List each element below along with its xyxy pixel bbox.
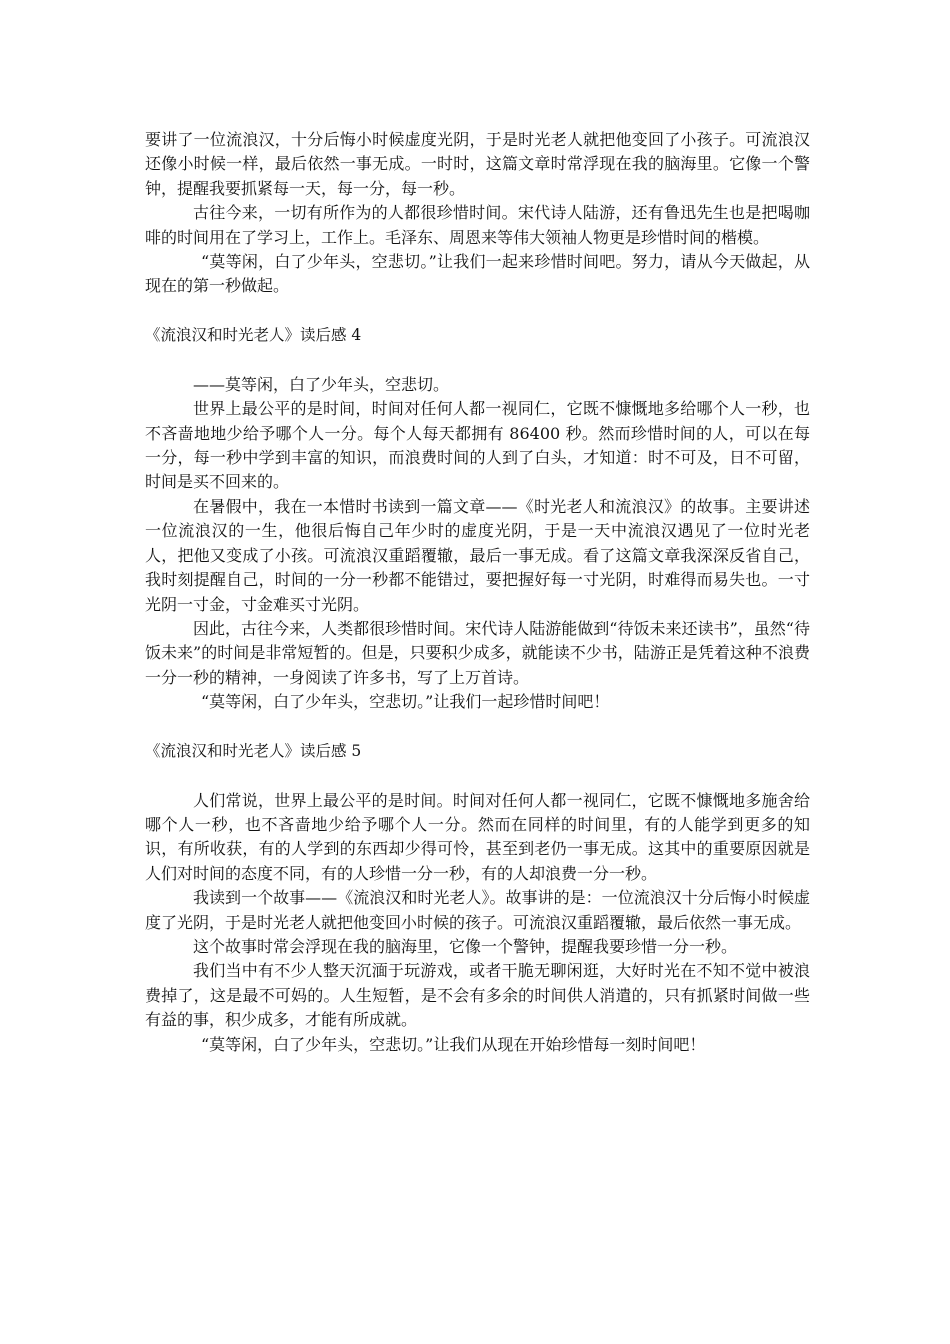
document-page: [145, 128, 810, 1057]
paragraph: “莫等闲，白了少年头，空悲切。”让我们一起珍惜时间吧！: [201, 692, 610, 712]
paragraph: 因此，古往今来，人类都很珍惜时间。宋代诗人陆游能做到“待饭未来还读书”，虽然“待饭未来”的时间是非常短暂的。但是，只要积少成多，就能读不少书，陆游正是凭着这种不浪费一分一秒的精神，一身阅读了许多书，写了上万首诗。: [145, 618, 810, 687]
paragraph: 这个故事时常会浮现在我的脑海里，它像一个警钟，提醒我要珍惜一分一秒。: [193, 936, 738, 956]
section-heading-4: 《流浪汉和时光老人》读后感 4: [145, 325, 362, 344]
section-heading-5: 《流浪汉和时光老人》读后感 5: [145, 741, 362, 760]
paragraph: 在暑假中，我在一本惜时书读到一篇文章——《时光老人和流浪汉》的故事。主要讲述一位流浪汉的一生，他很后悔自己年少时的虚度光阴，于是一天中流浪汉遇见了一位时光老人，把他又变成了小孩。可流浪汉重蹈覆辙，最后一事无成。看了这篇文章我深深反省自己，我时刻提醒自己，时间的一分一秒都不能错过，要把握好每一寸光阴，时难得而易失也。一寸光阴一寸金，寸金难买寸光阴。: [145, 496, 810, 614]
paragraph: “莫等闲，白了少年头，空悲切。”让我们从现在开始珍惜每一刻时间吧！: [201, 1034, 706, 1054]
paragraph: 人们常说，世界上最公平的是时间。时间对任何人都一视同仁，它既不慷慨地多施舍给哪个人一秒，也不吝啬地少给予哪个人一分。然而在同样的时间里，有的人能学到更多的知识，有所收获，有的人学到的东西却少得可怜，甚至到老仍一事无成。这其中的重要原因就是人们对时间的态度不同，有的人珍惜一分一秒，有的人却浪费一分一秒。: [145, 790, 810, 883]
paragraph: “莫等闲，白了少年头，空悲切。”让我们一起来珍惜时间吧。努力，请从今天做起，从现在的第一秒做起。: [145, 252, 810, 296]
paragraph: 我们当中有不少人整天沉湎于玩游戏，或者干脆无聊闲逛，大好时光在不知不觉中被浪费掉了，这是最不可妈的。人生短暂，是不会有多余的时间供人消遣的，只有抓紧时间做一些有益的事，积少成多，才能有所成就。: [145, 961, 810, 1030]
epigraph: ——莫等闲，白了少年头，空悲切。: [193, 374, 450, 394]
paragraph: 古往今来，一切有所作为的人都很珍惜时间。宋代诗人陆游，还有鲁迅先生也是把喝咖啡的时间用在了学习上，工作上。毛泽东、周恩来等伟大领袖人物更是珍惜时间的楷模。: [145, 203, 810, 247]
paragraph: 世界上最公平的是时间，时间对任何人都一视同仁，它既不慷慨地多给哪个人一秒，也不吝啬地地少给予哪个人一分。每个人每天都拥有 86400 秒。然而珍惜时间的人，可以在每一分，每一秒中学到丰富的知识，而浪费时间的人到了白头，才知道：时不可及，日不可留，时间是买不回来的。: [145, 399, 810, 492]
paragraph: 我读到一个故事——《流浪汉和时光老人》。故事讲的是：一位流浪汉十分后悔小时候虚度了光阴，于是时光老人就把他变回小时候的孩子。可流浪汉重蹈覆辙，最后依然一事无成。: [145, 888, 810, 932]
paragraph: 要讲了一位流浪汉，十分后悔小时候虚度光阴，于是时光老人就把他变回了小孩子。可流浪汉还像小时候一样，最后依然一事无成。一时时，这篇文章时常浮现在我的脑海里。它像一个警钟，提醒我要抓紧每一天，每一分，每一秒。: [145, 130, 810, 198]
